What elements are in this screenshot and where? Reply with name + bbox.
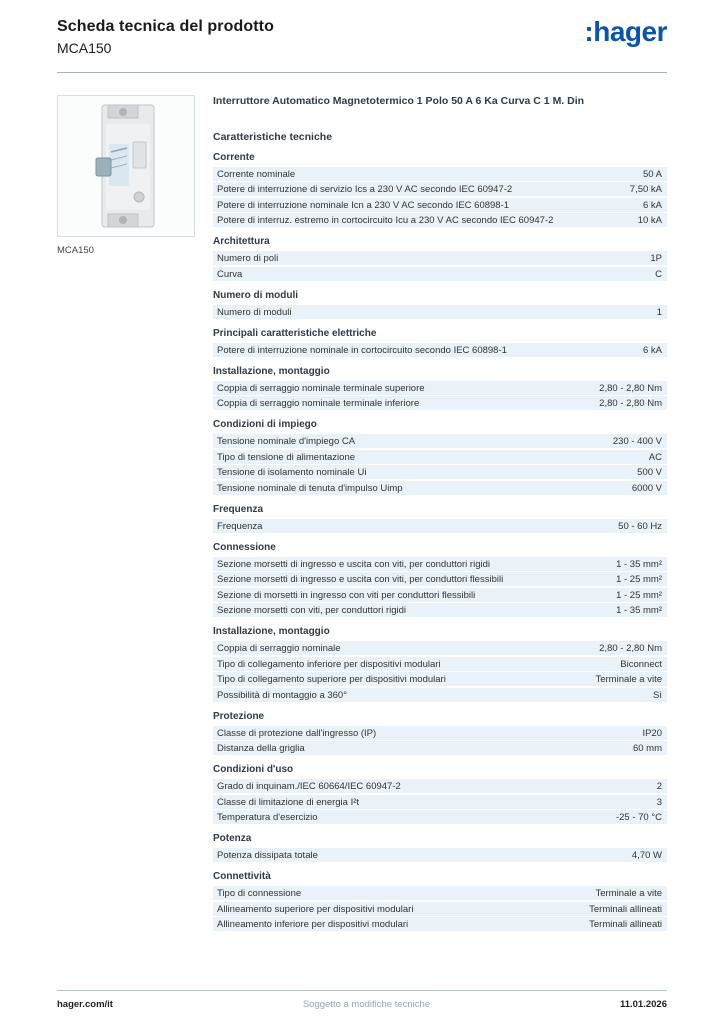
spec-row <box>213 741 667 755</box>
spec-section <box>213 764 667 824</box>
spec-row <box>213 886 667 900</box>
spec-label: Numero di moduli <box>217 306 292 318</box>
breaker-illustration <box>78 102 174 230</box>
section-title: Numero di moduli <box>213 289 298 301</box>
footer-date: 11.01.2026 <box>619 999 667 1010</box>
spec-value: AC <box>648 451 662 463</box>
section-title: Protezione <box>213 710 265 722</box>
section-title: Connettività <box>213 871 271 883</box>
spec-value: Sì <box>653 689 662 701</box>
spec-row <box>213 267 667 281</box>
spec-row <box>213 848 667 862</box>
spec-value: -25 - 70 °C <box>615 812 662 824</box>
spec-value: 2,80 - 2,80 Nm <box>599 398 662 410</box>
spec-row <box>213 572 667 586</box>
spec-row <box>213 519 667 533</box>
spec-value: 10 kA <box>637 215 662 227</box>
specs-column <box>213 95 667 933</box>
spec-section <box>213 711 667 756</box>
spec-value: 7,50 kA <box>629 184 662 196</box>
spec-label: Sezione morsetti con viti, per conduttori rigidi <box>217 605 407 617</box>
spec-value: 1 <box>656 306 662 318</box>
spec-value: 1P <box>650 253 662 265</box>
spec-label: Sezione morsetti di ingresso e uscita con viti, per conduttori rigidi <box>217 558 490 570</box>
spec-row <box>213 213 667 227</box>
section-title: Architettura <box>213 236 270 248</box>
header-divider <box>57 72 667 73</box>
spec-value: 230 - 400 V <box>612 436 662 448</box>
spec-label: Corrente nominale <box>217 168 296 180</box>
spec-row <box>213 779 667 793</box>
spec-label: Numero di poli <box>217 253 279 265</box>
spec-row <box>213 603 667 617</box>
spec-label: Tipo di connessione <box>217 888 302 900</box>
spec-label: Potere di interruzione di servizio Ics a 230 V AC secondo IEC 60947-2 <box>217 184 513 196</box>
spec-section <box>213 236 667 281</box>
header-text <box>57 18 274 56</box>
spec-value: 2,80 - 2,80 Nm <box>599 382 662 394</box>
spec-section <box>213 419 667 495</box>
spec-sections <box>213 152 667 932</box>
spec-row <box>213 198 667 212</box>
spec-section <box>213 833 667 862</box>
spec-row <box>213 434 667 448</box>
spec-row <box>213 641 667 655</box>
spec-row <box>213 381 667 395</box>
spec-label: Temperatura d'esercizio <box>217 812 318 824</box>
spec-label: Coppia di serraggio nominale terminale inferiore <box>217 398 420 410</box>
specs-heading: Caratteristiche tecniche <box>213 130 333 143</box>
spec-section <box>213 328 667 357</box>
spec-label: Classe di protezione dall'ingresso (IP) <box>217 727 377 739</box>
spec-label: Possibilità di montaggio a 360° <box>217 689 348 701</box>
spec-section <box>213 290 667 319</box>
spec-label: Potere di interruzione nominale Icn a 230 V AC secondo IEC 60898-1 <box>217 199 510 211</box>
spec-value: C <box>655 268 662 280</box>
spec-row <box>213 902 667 916</box>
spec-row <box>213 588 667 602</box>
spec-value: 4,70 W <box>631 850 662 862</box>
spec-label: Frequenza <box>217 520 263 532</box>
spec-value: 2,80 - 2,80 Nm <box>599 643 662 655</box>
section-title: Connessione <box>213 541 276 553</box>
spec-label: Tensione di isolamento nominale Ui <box>217 467 367 479</box>
section-title: Installazione, montaggio <box>213 626 330 638</box>
section-title: Frequenza <box>213 503 264 515</box>
spec-label: Coppia di serraggio nominale terminale superiore <box>217 382 425 394</box>
product-description: Interruttore Automatico Magnetotermico 1 Polo 50 A 6 Ka Curva C 1 M. Din <box>213 95 585 107</box>
section-title: Condizioni di impiego <box>213 419 317 431</box>
spec-value: 1 - 25 mm² <box>616 574 662 586</box>
spec-value: 3 <box>656 796 662 808</box>
spec-label: Sezione morsetti di ingresso e uscita con viti, per conduttori flessibili <box>217 574 504 586</box>
footer-website-link[interactable]: hager.com/it <box>57 999 113 1010</box>
spec-label: Tensione nominale di tenuta d'impulso Uimp <box>217 482 403 494</box>
section-title: Condizioni d'uso <box>213 764 294 776</box>
spec-label: Potenza dissipata totale <box>217 850 318 862</box>
spec-label: Allineamento inferiore per dispositivi modulari <box>217 919 409 931</box>
spec-row <box>213 251 667 265</box>
product-reference: MCA150 <box>57 40 112 56</box>
spec-row <box>213 657 667 671</box>
spec-section <box>213 871 667 931</box>
spec-value: 50 - 60 Hz <box>618 520 662 532</box>
spec-section <box>213 504 667 533</box>
spec-value: Terminale a vite <box>595 888 662 900</box>
spec-label: Tipo di collegamento inferiore per dispositivi modulari <box>217 658 441 670</box>
spec-label: Curva <box>217 268 243 280</box>
hager-logo: :hager <box>584 16 667 47</box>
spec-row <box>213 465 667 479</box>
spec-value: Terminali allineati <box>589 903 662 915</box>
page-title: Scheda tecnica del prodotto <box>57 18 274 35</box>
spec-section <box>213 366 667 411</box>
section-title: Installazione, montaggio <box>213 365 330 377</box>
section-title: Potenza <box>213 833 252 845</box>
spec-value: 500 V <box>637 467 662 479</box>
spec-section <box>213 152 667 228</box>
spec-label: Sezione di morsetti in ingresso con viti per conduttori flessibili <box>217 589 476 601</box>
spec-row <box>213 396 667 410</box>
spec-value: 6 kA <box>642 199 662 211</box>
spec-value: Terminale a vite <box>595 674 662 686</box>
spec-value: Biconnect <box>620 658 662 670</box>
spec-label: Tipo di tensione di alimentazione <box>217 451 356 463</box>
spec-section <box>213 626 667 702</box>
spec-section <box>213 542 667 618</box>
spec-row <box>213 795 667 809</box>
spec-value: 6 kA <box>642 344 662 356</box>
spec-label: Potere di interruzione nominale in cortocircuito secondo IEC 60898-1 <box>217 344 507 356</box>
section-title: Principali caratteristiche elettriche <box>213 327 377 339</box>
spec-row <box>213 688 667 702</box>
spec-row <box>213 917 667 931</box>
spec-row <box>213 182 667 196</box>
spec-label: Allineamento superiore per dispositivi modulari <box>217 903 414 915</box>
product-image-column <box>57 95 195 256</box>
spec-value: 1 - 25 mm² <box>616 589 662 601</box>
spec-label: Coppia di serraggio nominale <box>217 643 341 655</box>
spec-label: Distanza della griglia <box>217 743 305 755</box>
spec-label: Potere di interruz. estremo in cortocircuito Icu a 230 V AC secondo IEC 60947-2 <box>217 215 554 227</box>
spec-value: Terminali allineati <box>589 919 662 931</box>
spec-row <box>213 167 667 181</box>
spec-label: Classe di limitazione di energia I²t <box>217 796 360 808</box>
spec-label: Grado di inquinam./IEC 60664/IEC 60947-2 <box>217 781 401 793</box>
section-title: Corrente <box>213 151 255 163</box>
product-image-caption: MCA150 <box>57 245 94 256</box>
spec-value: 1 - 35 mm² <box>616 605 662 617</box>
spec-row <box>213 481 667 495</box>
spec-row <box>213 305 667 319</box>
footer-disclaimer: Soggetto a modifiche tecniche <box>302 999 431 1010</box>
spec-row <box>213 810 667 824</box>
spec-value: 6000 V <box>631 482 662 494</box>
page-footer <box>57 990 667 1010</box>
spec-value: 1 - 35 mm² <box>616 558 662 570</box>
spec-row <box>213 557 667 571</box>
product-image <box>57 95 195 237</box>
spec-label: Tipo di collegamento superiore per dispositivi modulari <box>217 674 446 686</box>
spec-value: 60 mm <box>632 743 662 755</box>
spec-value: 50 A <box>642 168 662 180</box>
spec-row <box>213 726 667 740</box>
spec-value: 2 <box>656 781 662 793</box>
spec-row <box>213 672 667 686</box>
spec-row <box>213 450 667 464</box>
spec-label: Tensione nominale d'impiego CA <box>217 436 356 448</box>
spec-row <box>213 343 667 357</box>
page-header <box>57 18 667 56</box>
spec-value: IP20 <box>642 727 662 739</box>
